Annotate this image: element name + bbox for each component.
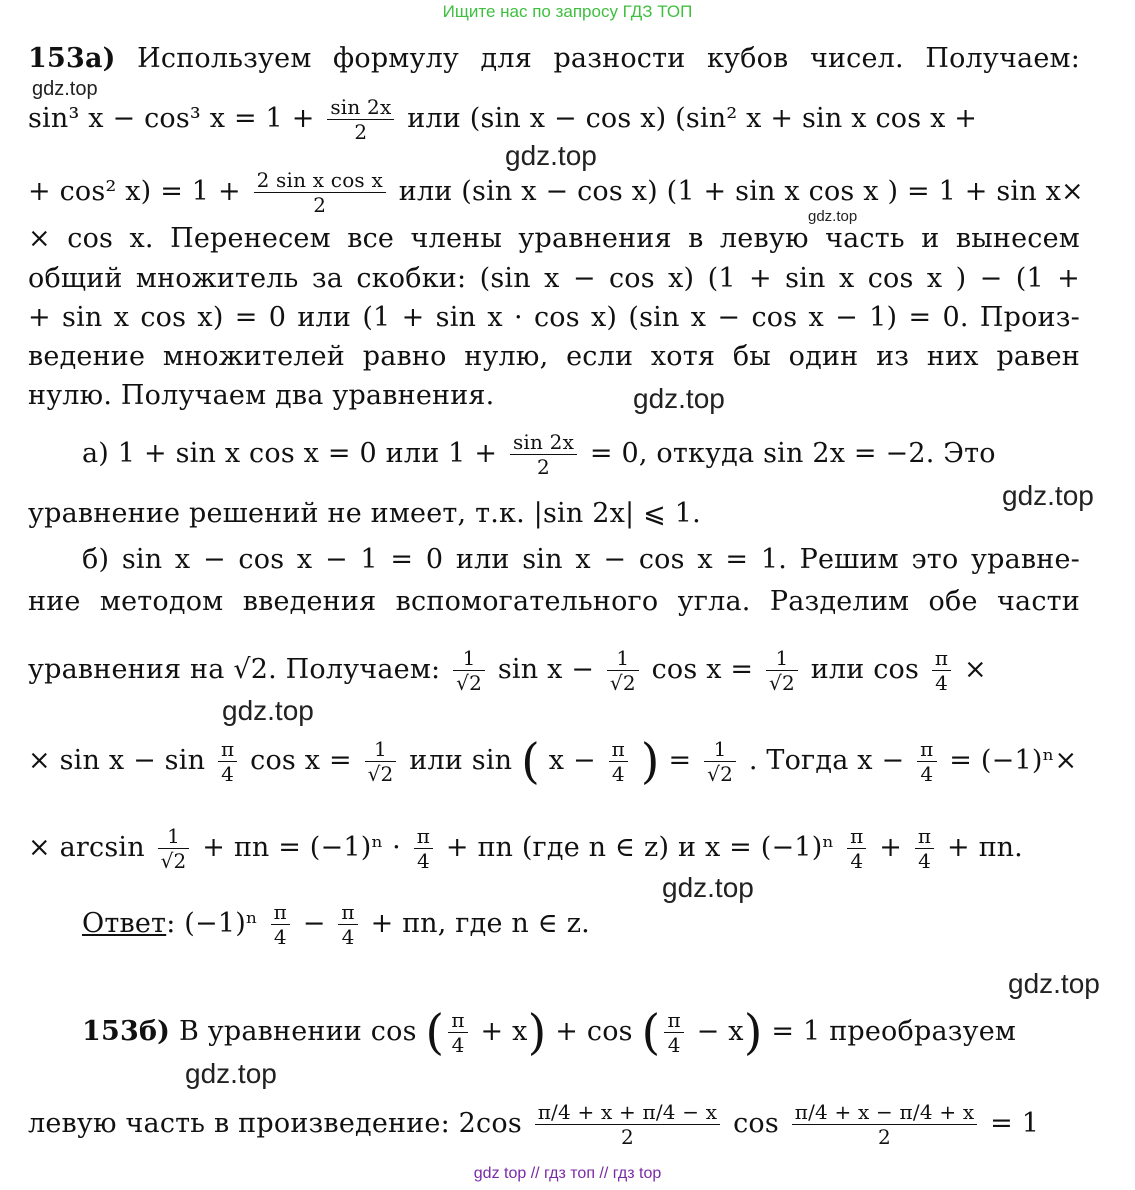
fraction-numerator: π (448, 1008, 467, 1033)
formula: × (964, 654, 987, 685)
fraction-numerator: sin 2x (327, 95, 394, 120)
formula: + (879, 832, 903, 863)
watermark: gdz.top (222, 695, 314, 726)
fraction (932, 646, 951, 695)
fraction (704, 737, 736, 786)
fraction (271, 900, 290, 949)
fraction-denominator: 2 (313, 193, 327, 217)
line-153a-7: ведение множителей равно нулю, если хотя бы один из них равен (28, 341, 1080, 372)
watermark: gdz.top (185, 1058, 277, 1089)
fraction (847, 824, 866, 873)
formula: − x (696, 1016, 744, 1047)
fraction-denominator: 4 (667, 1033, 681, 1057)
fraction-numerator: 1 (158, 824, 190, 849)
fraction-denominator: 4 (920, 762, 934, 786)
formula: sin x − (497, 654, 595, 685)
case-b-line-1: б) sin x − cos x − 1 = 0 или sin x − cos x = 1. Решим это уравне- (82, 544, 1080, 575)
line-153a-5: общий множитель за скобки: (sin x − cos x) (1 + sin x cos x ) − (1 + (28, 263, 1080, 294)
fraction-denominator: 2 (621, 1125, 634, 1149)
formula: а) 1 + sin x cos x = 0 или 1 + (82, 438, 498, 469)
formula: или (sin x − cos x) (sin² x + sin x cos x + (407, 103, 978, 134)
fraction-denominator: √2 (160, 849, 187, 873)
formula: + πn (где n ∈ z) и x = (−1)ⁿ (445, 832, 835, 863)
right-paren: ) (743, 1004, 763, 1061)
left-paren: ( (521, 733, 540, 790)
watermark: gdz.top (32, 78, 98, 100)
fraction-denominator: 4 (918, 849, 932, 873)
fraction (535, 1100, 721, 1149)
fraction-denominator: 4 (850, 849, 864, 873)
formula: = 1 (990, 1108, 1040, 1139)
fraction-numerator: 1 (704, 737, 736, 762)
right-paren: ) (527, 1004, 547, 1061)
fraction (448, 1008, 467, 1057)
right-paren: ) (640, 733, 660, 790)
watermark: gdz.top (633, 383, 725, 414)
line-153b-2 (28, 1100, 1080, 1149)
line-153a-1 (28, 42, 1080, 76)
fraction (510, 430, 577, 479)
fraction-numerator: π (271, 900, 290, 925)
fraction-numerator: π (414, 824, 433, 849)
header-note: Ищите нас по запросу ГДЗ ТОП (442, 2, 693, 21)
fraction-denominator: 2 (878, 1125, 891, 1149)
line-153b-1 (82, 1004, 1080, 1061)
line-153a-3 (28, 168, 1084, 217)
watermark: gdz.top (505, 140, 597, 171)
fraction-denominator: 4 (416, 849, 430, 873)
fraction-numerator: π (847, 824, 866, 849)
case-b-line-4 (28, 733, 1080, 790)
formula: sin³ x − cos³ x = 1 + (28, 103, 315, 134)
fraction-numerator: π (915, 824, 934, 849)
fraction-denominator: 2 (354, 120, 368, 144)
problem-label-153a: 153а) (28, 43, 116, 74)
problem-label-153b: 153б) (82, 1016, 171, 1047)
formula: × sin x − sin (28, 745, 206, 776)
line-153a-8: нулю. Получаем два уравнения. (28, 380, 495, 411)
formula: − (302, 908, 326, 939)
fraction-numerator: π/4 + x + π/4 − x (535, 1100, 721, 1125)
fraction-denominator: √2 (609, 671, 636, 695)
fraction-numerator: 2 sin x cos x (254, 168, 386, 193)
text: Используем формулу для разности кубов чисел. Получаем: (137, 43, 1080, 74)
formula: cos x = (250, 745, 352, 776)
formula: : (−1)ⁿ (166, 908, 258, 939)
fraction-numerator: sin 2x (510, 430, 577, 455)
fraction (664, 1008, 683, 1057)
fraction-denominator: 4 (273, 925, 287, 949)
formula: cos (733, 1108, 779, 1139)
case-a-line-1 (82, 430, 1080, 479)
fraction-numerator: 1 (607, 646, 639, 671)
fraction-numerator: 1 (365, 737, 397, 762)
fraction (414, 824, 433, 873)
watermark: gdz.top (662, 872, 754, 903)
left-paren: ( (425, 1004, 445, 1061)
formula: x − (548, 745, 596, 776)
fraction (338, 900, 357, 949)
answer-line (82, 900, 1080, 949)
formula: = (−1)ⁿ× (949, 745, 1078, 776)
formula: уравнения на √2. Получаем: (28, 654, 441, 685)
formula: cos x = (651, 654, 754, 685)
fraction-numerator: π (932, 646, 951, 671)
fraction-denominator: 4 (341, 925, 355, 949)
watermark: gdz.top (808, 208, 858, 225)
fraction (792, 1100, 978, 1149)
formula: левую часть в произведение: 2cos (28, 1108, 522, 1139)
watermark: gdz.top (1002, 480, 1094, 511)
formula: . Тогда x − (748, 745, 905, 776)
fraction (917, 737, 936, 786)
fraction-numerator: π (664, 1008, 683, 1033)
formula: = (668, 745, 692, 776)
formula: + cos (555, 1016, 633, 1047)
fraction-denominator: 2 (537, 455, 550, 479)
case-b-line-2: ние методом введения вспомогательного угла. Разделим обе части (28, 586, 1080, 617)
formula: или cos (810, 654, 920, 685)
watermark: gdz.top (1008, 968, 1100, 999)
formula: = 1 преобразуем (771, 1016, 1017, 1047)
answer-label: Ответ (82, 908, 167, 939)
line-153a-4: × cos x. Перенесем все члены уравнения в левую часть и вынесем (28, 223, 1080, 254)
fraction-denominator: √2 (456, 671, 483, 695)
fraction-denominator: √2 (367, 762, 394, 786)
line-153a-6: + sin x cos x) = 0 или (1 + sin x · cos x) (sin x − cos x − 1) = 0. Произ- (28, 302, 1080, 333)
formula: + πn, где n ∈ z. (370, 908, 590, 939)
formula: В уравнении cos (178, 1016, 417, 1047)
fraction (365, 737, 397, 786)
formula: + x (480, 1016, 528, 1047)
fraction (218, 737, 237, 786)
fraction (453, 646, 485, 695)
fraction-numerator: π (218, 737, 237, 762)
left-paren: ( (641, 1004, 661, 1061)
fraction (766, 646, 798, 695)
fraction (609, 737, 628, 786)
fraction (254, 168, 386, 217)
case-b-line-5 (28, 824, 1080, 873)
case-a-line-2: уравнение решений не имеет, т.к. |sin 2x| ⩽ 1. (28, 498, 701, 529)
line-153a-2 (28, 95, 1080, 144)
case-b-line-3 (28, 646, 1080, 695)
fraction (915, 824, 934, 873)
fraction-denominator: 4 (221, 762, 235, 786)
fraction (158, 824, 190, 873)
fraction-numerator: 1 (766, 646, 798, 671)
fraction-numerator: π (338, 900, 357, 925)
fraction-denominator: 4 (935, 671, 948, 695)
formula: + πn. (947, 832, 1023, 863)
formula: или (sin x − cos x) (1 + sin x cos x ) = 1 + sin x× (398, 176, 1084, 207)
fraction-numerator: π (609, 737, 628, 762)
formula: = 0, откуда sin 2x = −2. Это (589, 438, 996, 469)
fraction (327, 95, 394, 144)
fraction-denominator: √2 (769, 671, 795, 695)
fraction-denominator: 4 (451, 1033, 465, 1057)
fraction-numerator: π (917, 737, 936, 762)
formula: + πn = (−1)ⁿ · (202, 832, 401, 863)
fraction-denominator: √2 (707, 762, 734, 786)
formula: или sin (409, 745, 513, 776)
fraction (607, 646, 639, 695)
fraction-numerator: π/4 + x − π/4 + x (792, 1100, 978, 1125)
formula: × arcsin (28, 832, 145, 863)
fraction-numerator: 1 (453, 646, 485, 671)
formula: + cos² x) = 1 + (28, 176, 241, 207)
fraction-denominator: 4 (611, 762, 625, 786)
footer-note: gdz top // гдз топ // гдз top (473, 1165, 662, 1182)
